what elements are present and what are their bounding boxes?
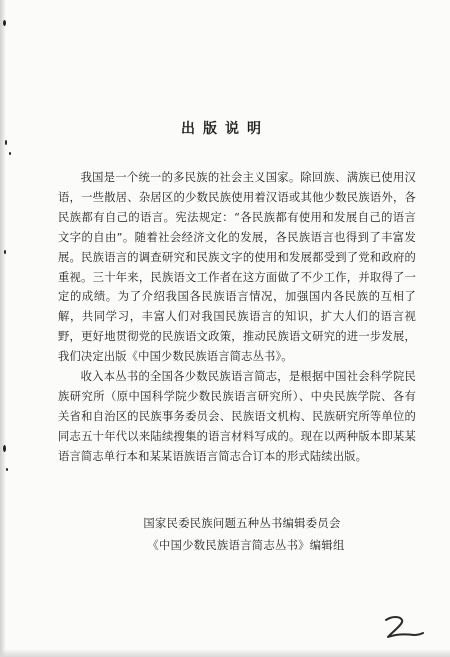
page-title: 出版说明 bbox=[181, 121, 269, 137]
scan-speck bbox=[6, 468, 8, 471]
signature-committee: 国家民委民族问题五种丛书编辑委员会 bbox=[143, 517, 341, 530]
scan-speck bbox=[5, 140, 7, 145]
scan-speck bbox=[3, 445, 6, 452]
signature-editorial-group: 《中国少数民族语言简志丛书》编辑组 bbox=[147, 539, 345, 552]
handwritten-page-mark bbox=[380, 610, 426, 642]
scan-edge-bottom bbox=[0, 649, 450, 657]
scan-speck bbox=[3, 20, 6, 26]
scan-speck bbox=[4, 250, 6, 254]
scan-edge-left bbox=[0, 0, 6, 657]
scan-speck bbox=[9, 152, 11, 155]
paragraph-sources: 收入本丛书的全国各少数民族语言简志，是根据中国社会科学院民族研究所（原中国科学院少数民族语言研究所）、中央民族学院、各有关省和自治区的民族事务委员会、民族语文机构、民族研究所等单位的同志五十年代以来陆续搜集的语言材料写成的。现在以两种版本即某某语言简志单行本和某某语族语言简志合订本的形式陆续出版。 bbox=[58, 370, 416, 463]
paragraph-intro: 我国是一个统一的多民族的社会主义国家。除回族、满族已使用汉语，一些散居、杂居区的少数民族使用着汉语或其他少数民族语外，各民族都有自己的语言。宪法规定：“各民族都有使用和发展自己的语言文字的自由”。随着社会经济文化的发展，各民族语言也得到了丰富发展。民族语言的调查研究和民族文字的使用和发展都受到了党和政府的重视。三十年来，民族语文工作者在这方面做了不少工作，并取得了一定的成绩。为了介绍我国各民族语言情况，加强国内各民族的互相了解，共同学习，丰富人们对我国民族语言的知识，扩大人们的语言视野，更好地贯彻党的民族语文政策，推动民族语文研究的进一步发展，我们决定出版《中国少数民族语言简志丛书》。 bbox=[58, 171, 416, 364]
body-text bbox=[58, 168, 416, 467]
